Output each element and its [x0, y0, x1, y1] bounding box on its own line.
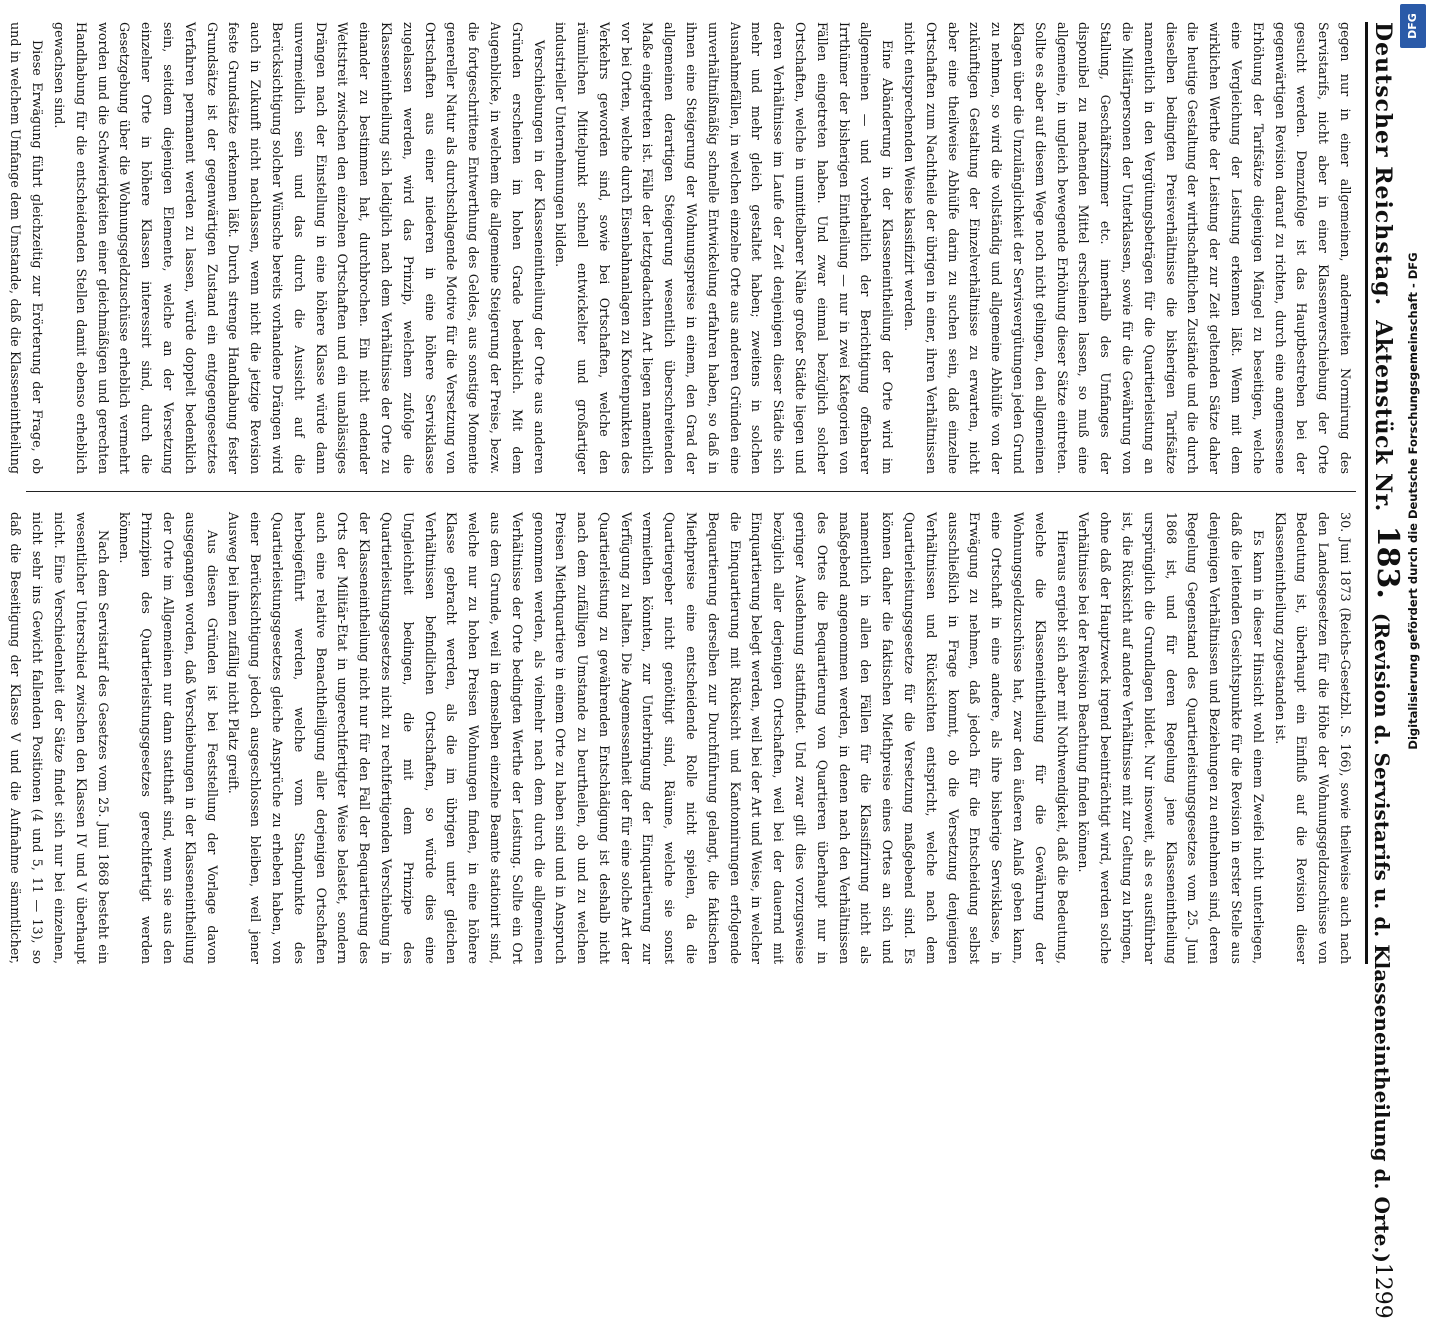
header-topic: (Revision d. Servistarifs u. d. Klasseneintheilung d. Orte.)	[1370, 612, 1394, 1263]
header-title: Deutscher Reichstag.	[1370, 22, 1396, 307]
paragraph: Diese Erwägung führt gleichzeitig zur Erörterung der Frage, ob und in welchem Umfange dem Umstande, daß die Klasseneintheilung	[8, 22, 46, 474]
act-number: 183.	[1370, 525, 1405, 599]
digitization-note	[1400, 56, 1426, 946]
act-label: Aktenstück Nr.	[1370, 320, 1396, 512]
paragraph: Verschiebungen in der Klasseneintheilung der Orte aus anderen Gründen erscheinen im hohen Grade bedenklich. Mit dem Augenblicke, in welchem die allgemeine Steigerung der Preise, bezw. die fortgeschrittene Entwerthung des Geldes, aus sonstige Momente genereller Natur als durchschlagende Motive für die Versetzung von Ortschaften aus einer niederen in eine höhere Servisklasse zugelassen werden, wird das Prinzip, welchem zufolge die Klasseneintheilung sich lediglich nach dem Verhältnisse der Orte zu einander zu bestimmen hat, durchbrochen. Ein nicht endender Wettstreit zwischen den einzelnen Ortschaften und ein unablässiges Drängen nach der Einstellung in eine höhere Klasse würde dann unvermeidlich sein und das durch die Aussicht auf die Berücksichtigung solcher Wünsche bereits vorhandene Drängen wird auch in Zukunft nicht nachlassen, wenn nicht die jetzige Revision feste Grundsätze erkennen läßt. Durch strenge Handhabung fester Grundsätze ist der gegenwärtigen Zustand ein entgegengesetztes Verfahren permanent werden zu lassen, würde doppelt bedenklich sein, seitdem diejenigen Elemente, welche an der Versetzung einzelner Orte in höhere Klassen interessirt sind, durch die Gesetzgebung über die Wohnungsgeldzuschüsse erheblich vermehrt worden und die Schwierigkeiten einer gleichmäßigen und gerechten Handhabung für die entscheidenden Stellen damit ebenso erheblich gewachsen sind.	[51, 22, 547, 474]
paragraph: gegen nur in einer allgemeinen, andermeiten Normirung des Servistarifs, nicht aber in einer Klassenverschiebung der Orte gesucht werden. Demzufolge ist das Hauptbestreben bei der gegenwärtigen Revision darauf zu richten, durch eine angemessene Erhöhung der Tarifsätze diejenigen Mängel zu beseitigen, welche eine Vergleichung der Leistung erkennen läßt. Wenn mit dem wirklichen Werthe der Leistung der zur Zeit geltenden Sätze daher die heutige Gestaltung der wirthschaftlichen Zustände und die durch dieselben bedingten Preisverhältnisse die bisherigen Tarifsätze namentlich in den Vergütungsbeträgen für die Quartierleistung an die Militärpersonen der Unterklassen, sowie für die Gewährung von Stallung, Geschäftszimmer etc. innerhalb des Umfanges der disponibel zu machenden Mittel erscheinen lassen, so muß eine allgemeine, in ungleich bewegende Erhöhung dieser Sätze eintreten. Sollte es aber auf diesem Wege noch nicht gelingen, den allgemeinen Klagen über die Unzulänglichkeit der Servisvergütungen jeden Grund zu nehmen, so wird die vollständig und allgemeine Abhülfe von der zukünftigen Gestaltung der Einzelverhältnisse zu erwarten, nicht aber eine theilweise Abhülfe darin zu suchen sein, daß einzelne Ortschaften zum Nachtheile der übrigen in einer, ihren Verhältnissen nicht entsprechenden Weise klassifizirt werden.	[902, 22, 1353, 474]
paragraph: 30. Juni 1873 (Reichs-Gesetzbl. S. 166), sowie theilweise auch nach den Landesgesetzen für die Höhe der Wohnungsgeldzuschüsse von Bedeutung ist, überhaupt ein Einfluß auf die Revision dieser Klasseneintheilung zugestanden ist.	[1272, 512, 1353, 964]
paragraph: Aus diesen Gründen ist bei Feststellung der Vorlage davon ausgegangen worden, daß Verschiebungen in der Klasseneintheilung der Orte im Allgemeinen nur dann statthaft sind, wenn sie aus den Prinzipien des Quartierleistungsgesetzes gerechtfertigt werden können.	[117, 512, 220, 964]
paragraph: Nach dem Servistarif des Gesetzes vom 25. Juni 1868 besteht ein wesentlicher Unterschied zwischen den Klassen IV und V überhaupt nicht. Eine Verschiedenheit der Sätze findet sich nur bei einzelnen, nicht sehr ins Gewicht fallenden Positionen (4 und 5, 11 — 13), so daß die Beseitigung der Klasse V und die Aufnahme sämmtlicher,	[8, 512, 111, 964]
header-rule	[1365, 22, 1368, 964]
dfg-badge-text: DFG	[1406, 13, 1419, 39]
dfg-logo	[1400, 4, 1426, 48]
paragraph: Es kann in dieser Hinsicht wohl einem Zweifel nicht unterliegen, daß die leitenden Gesichtspunkte für die Revision in erster Stelle aus denjenigen Verhältnissen und Beziehungen zu entnehmen sind, deren Regelung Gegenstand des Quartierleistungsgesetzes vom 25. Juni 1868 ist, und für deren Regelung jene Klasseneintheilung ursprünglich die Grundlagen bildet. Nur insoweit, als es ausführbar ist, die Rücksicht auf andere Verhältnisse mit zur Geltung zu bringen, ohne daß der Hauptzweck irgend beeinträchtigt wird, werden solche Verhältnisse bei der Revision Beachtung finden können.	[1076, 512, 1266, 964]
left-column	[8, 22, 1356, 474]
page-number: 1299	[1370, 1262, 1395, 1319]
paragraph: Eine Abänderung in der Klasseneintheilung der Orte wird im allgemeinen — und vorbehaltlich der Berichtigung offenbarer Irrthümer der bisherigen Eintheilung — nur in zwei Kategorien von Fällen eingetreten haben. Und zwar einmal bezüglich solcher Ortschaften, welche in unmittelbarer Nähe großer Städte liegen und deren Verhältnisse im Laufe der Zeit denjenigen dieser Städte sich mehr und mehr gleich gestaltet haben; zweitens in solchen Ausnahmefällen, in welchen einzelne Orte aus anderen Gründen eine unverhältnißmäßig schnelle Entwickelung erfahren haben, so daß in ihnen eine Steigerung der Wohnungspreise in einem, den Grad der allgemeinen derartigen Steigerung wesentlich überschreitenden Maße eingetreten ist. Fälle der letztgedachten Art liegen namentlich vor bei Orten, welche durch Eisenbahnanlagen zu Knotenpunkten des Verkehrs geworden sind, sowie bei Ortschaften, welche den räumlichen Mittelpunkt schnell entwickelter und großartiger industrieller Unternehmungen bilden.	[553, 22, 896, 474]
paragraph: Hieraus ergiebt sich aber mit Nothwendigkeit, daß die Bedeutung, welche die Klasseneintheilung für die Gewährung der Wohnungsgeldzuschüsse hat, zwar den äußeren Anlaß geben kann, eine Ortschaft in eine andere, als ihre bisherige Servisklasse, in Erwägung zu nehmen, daß jedoch für die Entscheidung selbst ausschließlich in Frage kommt, ob die Versetzung denjenigen Verhältnissen und Rücksichten entspricht, welche nach dem Quartierleistungsgesetze für die Versetzung maßgebend sind. Es können daher die faktischen Miethpreise eines Ortes an sich und namentlich in allen den Fällen für die Klassifizirung nicht als maßgebend angenommen werden, in denen nach den Verhältnissen des Ortes die Bequartierung von Quartieren überhaupt nur in geringer Ausdehnung stattfindet. Und zwar gilt dies vorzugsweise bezüglich aller derjenigen Ortschaften, weil bei der dauernd mit Einquartierung belegt werden, weil bei der Art und Weise, in welcher die Einquartierung mit Rücksicht und Kantonnirungen erfolgende Bequartierung derselben zur Durchführung gelangt, die faktischen Miethpreise eine entscheidende Rolle nicht spielen, da die Quartiergeber nicht genöthigt sind, Räume, welche sie sonst vermiethen könnten, zur Unterbringung der Einquartierung zur Verfügung zu halten. Die Angemessenheit der für eine solche Art der Quartierleistung zu gewährenden Entschädigung ist deshalb nicht nach dem zufälligen Umstande zu beurtheilen, ob und zu welchen Preisen Miethquartiere in einem Orte zu haben sind und in Anspruch genommen werden, als vielmehr nach dem durch die allgemeinen Verhältnisse der Orte bedingten Werthe der Leistung. Sollte ein Ort aus dem Grunde, weil in demselben einzelne Beamte stationirt sind, welche nur zu hohen Preisen Wohnungen finden, in eine höhere Klasse gebracht werden, als die im übrigen unter gleichen Verhältnissen befindlichen Ortschaften, so würde dies eine Ungleichheit bedingen, die mit dem Prinzipe des Quartierleistungsgesetzes nicht zu rechtfertigenden Verschiebung in der Klasseneintheilung nicht nur für den Fall der Bequartierung des Orts der Militär-Etat in ungerechtfertigter Weise belastet, sondern auch eine relative Benachtheiligung aller derjenigen Ortschaften herbeigeführt werden, welche vom Standpunkte des Quartierleistungsgesetzes gleiche Ansprüche zu erheben haben, von einer Berücksichtigung jedoch ausgeschlossen bleiben, weil jener Ausweg bei ihnen zufällig nicht Platz greift.	[226, 512, 1070, 964]
right-column	[8, 512, 1356, 964]
digitization-note-text: Digitalisierung gefördert durch die Deutsche Forschungsgemeinschaft - DFG	[1406, 252, 1420, 750]
column-divider	[26, 491, 1356, 492]
